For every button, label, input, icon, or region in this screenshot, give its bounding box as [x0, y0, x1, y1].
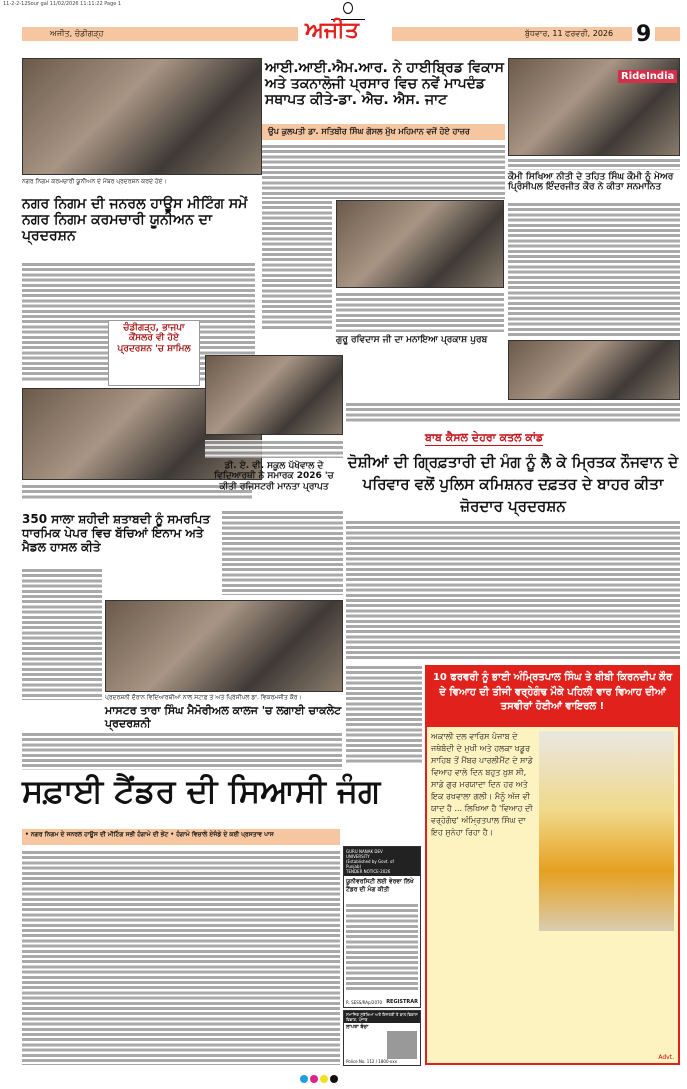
- tender-header: [344, 847, 420, 876]
- tara-singh-caption: ਪ੍ਰਦਰਸ਼ਨੀ ਦੌਰਾਨ ਵਿਦਿਆਰਥੀਆਂ ਨਾਲ ਸਟਾਫ਼ ਤੇ ਅਤੇ ਪ੍ਰਿੰਸੀਪਲ ਡਾ. ਵਿਕਰਮਜੀਤ ਕੌਰ।: [105, 694, 302, 701]
- chocolate-exhibition-photo: [105, 600, 343, 692]
- couple-photo: [539, 731, 674, 931]
- tender-body: [346, 903, 418, 991]
- yellow-dot: [320, 1075, 328, 1083]
- katal-body: [346, 520, 680, 660]
- nagar-nigam-headline: ਨਗਰ ਨਿਗਮ ਦੀ ਜਨਰਲ ਹਾਊਸ ਮੀਟਿੰਗ ਸਮੇਂ ਨਗਰ ਨਿਗਮ ਕਰਮਚਾਰੀ ਯੂਨੀਅਨ ਦਾ ਪ੍ਰਦਰਸ਼ਨ: [22, 196, 248, 245]
- tender-sign: REGISTRAR: [386, 999, 418, 1005]
- ravidas-headline: ਗੁਰੂ ਰਵਿਦਾਸ ਜੀ ਦਾ ਮਨਾਇਆ ਪ੍ਰਕਾਸ਼ ਪੁਰਬ: [336, 335, 488, 345]
- viah-advert: [425, 665, 680, 1065]
- shaheedi-headline: 350 ਸਾਲਾ ਸ਼ਹੀਦੀ ਸ਼ਤਾਬਦੀ ਨੂੰ ਸਮਰਪਿਤ ਧਾਰਮਿਕ ਪੇਪਰ ਵਿਚ ਬੱਚਿਆਂ ਇਨਾਮ ਅਤੇ ਮੈਡਲ ਹਾਸਲ ਕੀਤੇ: [22, 512, 210, 554]
- katal-headline: ਦੋਸ਼ੀਆਂ ਦੀ ਗ੍ਰਿਫ਼ਤਾਰੀ ਦੀ ਮੰਗ ਨੂੰ ਲੈ ਕੇ ਮ੍ਰਿਤਕ ਨੌਜਵਾਨ ਦੇ ਪਰਿਵਾਰ ਵਲੋਂ ਪੁਲਿਸ ਕਮਿਸ਼ਨਰ ਦਫ਼ਤਰ ਦੇ ਬਾਹਰ ਕੀਤਾ ਜ਼ੋਰਦਾਰ ਪ੍ਰਦਰਸ਼ਨ: [347, 453, 679, 515]
- header-date: ਬੁੱਧਵਾਰ, 11 ਫਰਵਰੀ, 2026: [525, 29, 614, 38]
- ravidas-photo: [508, 340, 680, 400]
- color-registration-dots: [300, 1075, 338, 1083]
- dav-body: [222, 510, 343, 595]
- dav-photo: [205, 355, 343, 435]
- tender-notice: [343, 846, 421, 1008]
- child-photo: [387, 1031, 417, 1059]
- safai-subheadline: • ਨਗਰ ਨਿਗਮ ਦੇ ਜਨਰਲ ਹਾਊਸ ਦੀ ਮੀਟਿੰਗ ਸਭੀ ਹੰਗਾਮੇ ਦੀ ਭੇਂਟ • ਹੰਗਾਮੇ ਵਿਚਾਲੇ ਏਜੰਡੇ ਦੇ ਕਈ ਪ੍ਰਸਤਾਵ ਪਾਸ: [25, 831, 274, 838]
- viah-header: [427, 667, 678, 727]
- tara-singh-headline: ਮਾਸਟਰ ਤਾਰਾ ਸਿੰਘ ਮੈਮੋਰੀਅਲ ਕਾਲਜ 'ਚ ਲਗਾਈ ਚਾਕਲੇਟ ਪ੍ਰਦਰਸ਼ਨੀ: [105, 704, 342, 730]
- tender-notice-no: TENDER NOTICE-2026: [346, 869, 391, 874]
- black-dot: [330, 1075, 338, 1083]
- tender-title: ਯੂਨੀਵਰਸਿਟੀ ਲਈ ਵੇਰਵਾ ਲਿਖੇ ਟੈਂਡਰ ਦੀ ਮੰਗ ਕੀਤੀ: [346, 878, 414, 893]
- safai-headline: ਸਫ਼ਾਈ ਟੈਂਡਰ ਦੀ ਸਿਆਸੀ ਜੰਗ: [22, 772, 381, 810]
- kaumi-body: [508, 202, 680, 337]
- kaumi-headline: ਕੌਮੀ ਸਿਖਿਆ ਨੀਤੀ ਦੇ ਤਹਿਤ ਸਿੰਘ ਕੌਮੀ ਨੂੰ ਮੇਅਰ ਪ੍ਰਿੰਸੀਪਲ ਇੰਦਰਜੀਤ ਕੌਰ ਨੇ ਕੀਤਾ ਸਨਮਾਨਿਤ: [508, 172, 674, 193]
- wanted-footer: Police No. 112 / 1800-xxx: [346, 1059, 398, 1064]
- ravidas-body: [346, 402, 680, 422]
- tender-sub: (Established by Govt. of Punjab): [346, 859, 394, 869]
- tender-org: GURU NANAK DEV UNIVERSITY: [346, 849, 383, 859]
- registration-mark: [331, 0, 365, 20]
- dav-caption: [205, 440, 343, 458]
- ceremony-caption: [508, 158, 680, 170]
- cyan-dot: [300, 1075, 308, 1083]
- dav-headline: ਡੀ. ਏ. ਵੀ. ਸਕੂਲ ਪੱਖੋਵਾਲ ਦੇ ਵਿਦਿਆਰਥੀ ਨੇ ਸਮਾਰਕ 2026 'ਚ ਕੀਤੀ ਰਜਿਸਟਰੀ ਮਾਨਤਾ ਪ੍ਰਾਪਤ: [214, 461, 334, 492]
- safai-body: [22, 850, 340, 1065]
- newspaper-logo: ਅਜੀਤ: [305, 18, 359, 43]
- misc-body: [346, 665, 422, 765]
- header-left-text: ਅਜੀਤ, ਚੰਡੀਗੜ੍ਹ: [50, 29, 104, 38]
- page-number: 9: [632, 22, 655, 47]
- print-slug: 11-2-2-12Sour gal 11/02/2026 11:11:22 Page 1: [3, 1, 122, 7]
- inset-text: ਚੰਡੀਗੜ੍ਹ, ਭਾਜਪਾ ਕੌਂਸਲਰ ਵੀ ਹੋਏ ਪ੍ਰਦਰਸ਼ਨ 'ਚ ਸ਼ਾਮਿਲ: [117, 323, 191, 354]
- wanted-sub: ਲਾਪਤਾ ਬੱਚਾ: [346, 1024, 369, 1030]
- tara-singh-body: [22, 732, 342, 770]
- iimr-body-2: [262, 200, 332, 330]
- protest-caption: ਨਗਰ ਨਿਗਮ ਕਰਮਚਾਰੀ ਯੂਨੀਅਨ ਦੇ ਮੈਂਬਰ ਪ੍ਰਦਰਸ਼ਨ ਕਰਦੇ ਹੋਏ।: [22, 178, 167, 185]
- magenta-dot: [310, 1075, 318, 1083]
- protest-photo: [22, 58, 262, 175]
- missing-child-ad: [343, 1010, 421, 1066]
- iimr-body: [262, 144, 505, 199]
- iimr-body-3: [336, 292, 504, 332]
- iimr-subheadline: ਉਪ ਕੁਲਪਤੀ ਡਾ. ਸਤਿਬੀਰ ਸਿੰਘ ਗੋਸਲ ਮੁੱਖ ਮਹਿਮਾਨ ਵਜੋਂ ਹੋਏ ਹਾਜ਼ਰ: [268, 127, 470, 136]
- shaheedi-body: [22, 568, 102, 700]
- iimr-headline: ਆਈ.ਆਈ.ਐਮ.ਆਰ. ਨੇ ਹਾਈਬ੍ਰਿਡ ਵਿਕਾਸ ਅਤੇ ਤਕਨਾਲੋਜੀ ਪ੍ਰਸਾਰ ਵਿਚ ਨਵੇਂ ਮਾਪਦੰਡ ਸਥਾਪਤ ਕੀਤੇ-ਡਾ. ਐਚ. ਐਸ. ਜਾਟ: [265, 60, 504, 109]
- ride-india-banner: RideIndia: [618, 70, 677, 83]
- viah-headline: 10 ਫਰਵਰੀ ਨੂੰ ਭਾਈ ਅੰਮ੍ਰਿਤਪਾਲ ਸਿੰਘ ਤੇ ਬੀਬੀ ਕਿਰਨਦੀਪ ਕੌਰ ਦੇ ਵਿਆਹ ਦੀ ਤੀਜੀ ਵਰ੍ਹੇਗੰਢ ਮੌਕੇ ਪਹਿਲੀ ਵਾਰ ਵਿਆਹ ਦੀਆਂ ਤਸਵੀਰਾਂ ਹੋਈਆਂ ਵਾਇਰਲ !: [432, 672, 673, 712]
- tender-ref: R. SESS/RAp/2070: [346, 1000, 383, 1005]
- wanted-title: ਸਮਾਜਿਕ ਸੁਰੱਖਿਆ ਅਤੇ ਇਸਤਰੀ ਤੇ ਬਾਲ ਵਿਕਾਸ ਵਿਭਾਗ, ਪੰਜਾਬ: [344, 1011, 420, 1023]
- viah-body: ਅਕਾਲੀ ਦਲ ਵਾਰਿਸ ਪੰਜਾਬ ਦੇ ਜਥੇਬੰਦੀ ਦੇ ਮੁਖੀ ਅਤੇ ਹਲਕਾ ਖਡੂਰ ਸਾਹਿਬ ਤੋਂ ਮੈਂਬਰ ਪਾਰਲੀਮੈਂਟ ਦੇ ਸਾਡੇ ਵਿਆਹ ਵਾਲੇ ਦਿਨ ਬਹੁਤ ਖ਼ੁਸ਼ ਸੀ, ਸਾਡੇ ਗੁਰ ਮਰਯਾਦਾ ਦਿਨ ਹਰ ਅਤੇ ਇਕ ਰਖਵਾਲਾ ਗਲੀ। ਮੈਨੂੰ ਅੱਜ ਵੀ ਯਾਦ ਹੈ ... ਲਿਖਿਆ ਹੈ 'ਵਿਆਹ ਦੀ ਵਰ੍ਹੇਗੰਢ' ਅੰਮ੍ਰਿਤਪਾਲ ਸਿੰਘ ਦਾ ਇਹ ਸੁਨੇਹਾ ਰਿਹਾ ਹੈ।: [431, 732, 533, 837]
- viah-credit: Advt.: [658, 1054, 674, 1061]
- katal-kicker: ਬਾਬ ਕੈਸਲ ਦੇਹਰਾ ਕਤਲ ਕਾਂਡ: [425, 431, 544, 444]
- seminar-photo: [336, 200, 504, 288]
